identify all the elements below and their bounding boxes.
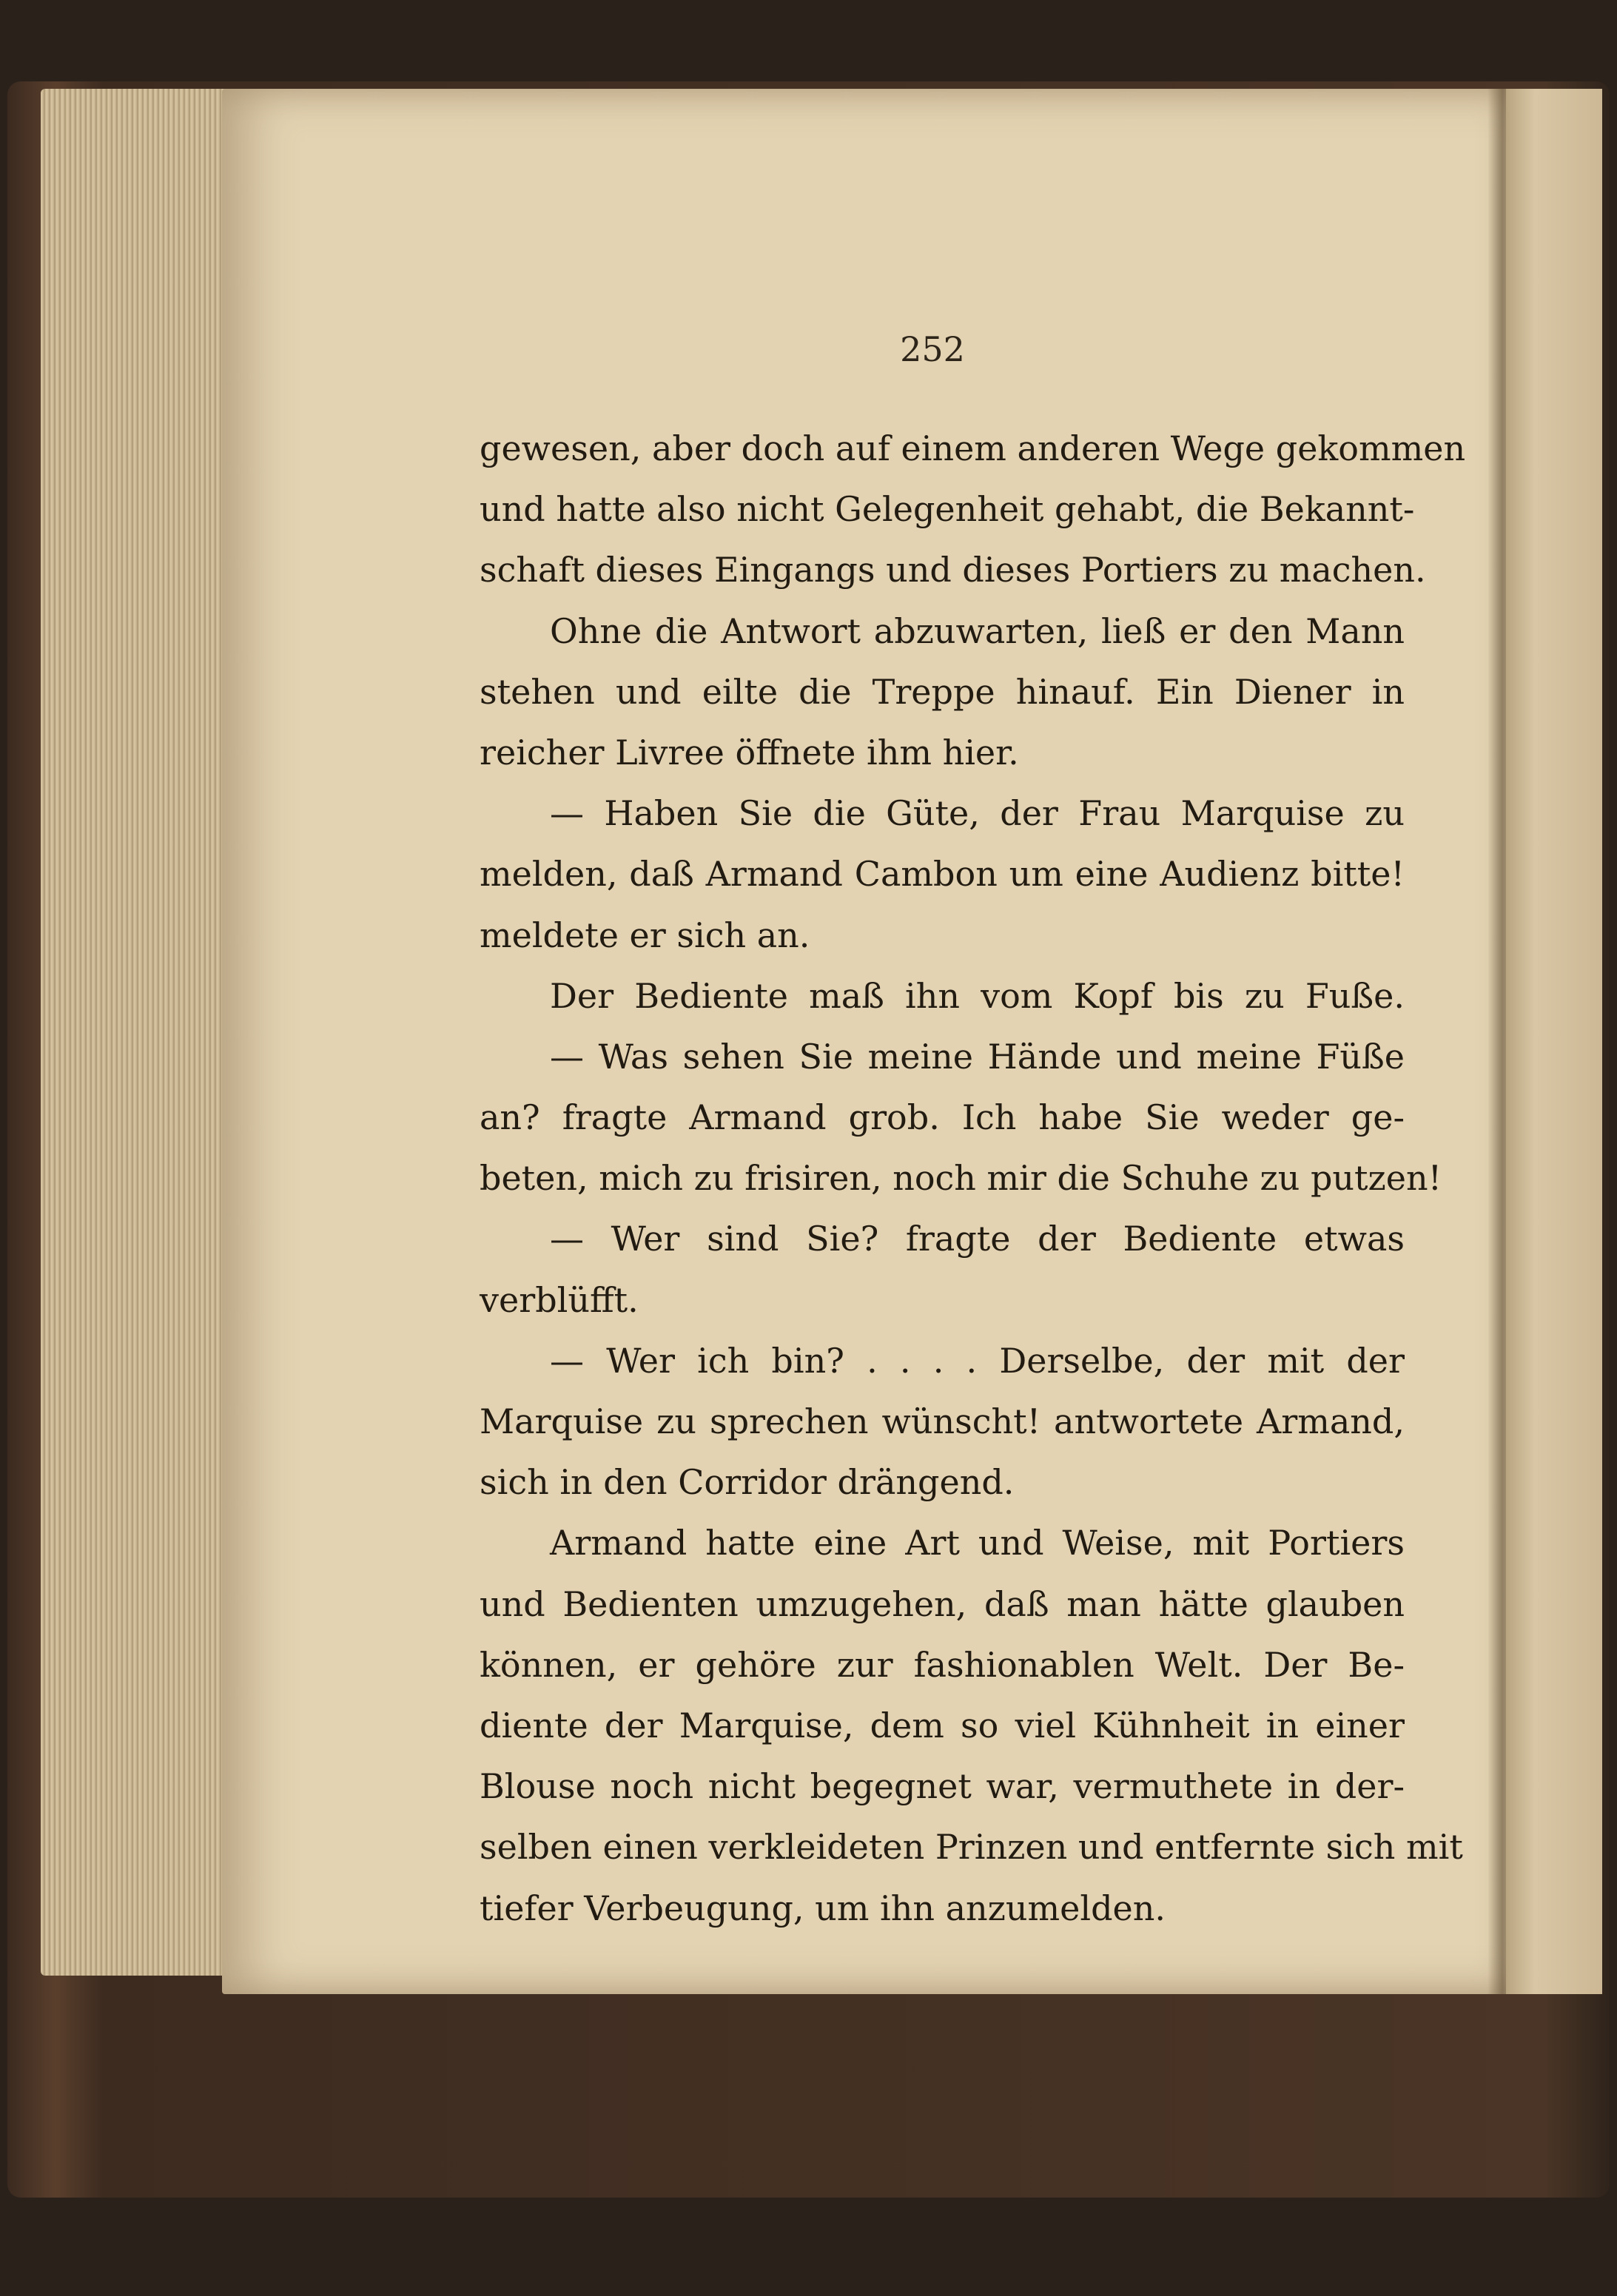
text-line: schaft dieses Eingangs und dieses Portiers zu machen. [480,550,1426,590]
text-line: sich in den Corridor drängend. [480,1462,1015,1503]
text-line: — Was sehen Sie meine Hände und meine Füße [550,1036,1405,1077]
facing-page-edge [1506,89,1602,1994]
text-line: — Wer ich bin? . . . . Derselbe, der mit der [550,1340,1405,1381]
text-line: reicher Livree öffnete ihm hier. [480,732,1019,772]
page-number: 252 [900,329,965,369]
page-edges [41,89,241,1976]
text-line: tiefer Verbeugung, um ihn anzumelden. [480,1888,1166,1928]
text-line: Blouse noch nicht begegnet war, vermuthete in der- [480,1766,1405,1807]
text-line: melden, daß Armand Cambon um eine Audienz bitte! [480,854,1405,895]
text-line: Armand hatte eine Art und Weise, mit Portiers [550,1523,1405,1563]
text-line: Ohne die Antwort abzuwarten, ließ er den Mann [550,610,1405,651]
text-line: und Bedienten umzugehen, daß man hätte glauben [480,1583,1405,1624]
text-line: verblüfft. [480,1279,639,1320]
text-line: meldete er sich an. [480,915,810,955]
text-line: gewesen, aber doch auf einem anderen Wege gekommen [480,428,1466,468]
text-line: diente der Marquise, dem so viel Kühnheit in einer [480,1705,1405,1745]
text-line: an? fragte Armand grob. Ich habe Sie weder ge- [480,1097,1405,1138]
text-line: Marquise zu sprechen wünscht! antwortete Armand, [480,1401,1405,1441]
text-line: beten, mich zu frisiren, noch mir die Schuhe zu putzen! [480,1158,1442,1199]
text-line: selben einen verkleideten Prinzen und entfernte sich mit [480,1827,1463,1868]
text-line: stehen und eilte die Treppe hinauf. Ein Diener in [480,671,1405,712]
text-line: und hatte also nicht Gelegenheit gehabt, die Bekannt- [480,489,1415,530]
body-text [480,418,1466,1939]
text-line: — Haben Sie die Güte, der Frau Marquise zu [550,793,1405,834]
text-line: können, er gehöre zur fashionablen Welt. Der Be- [480,1644,1405,1685]
text-line: — Wer sind Sie? fragte der Bediente etwas [550,1219,1405,1259]
text-line: Der Bediente maß ihn vom Kopf bis zu Fuße. [550,975,1405,1016]
